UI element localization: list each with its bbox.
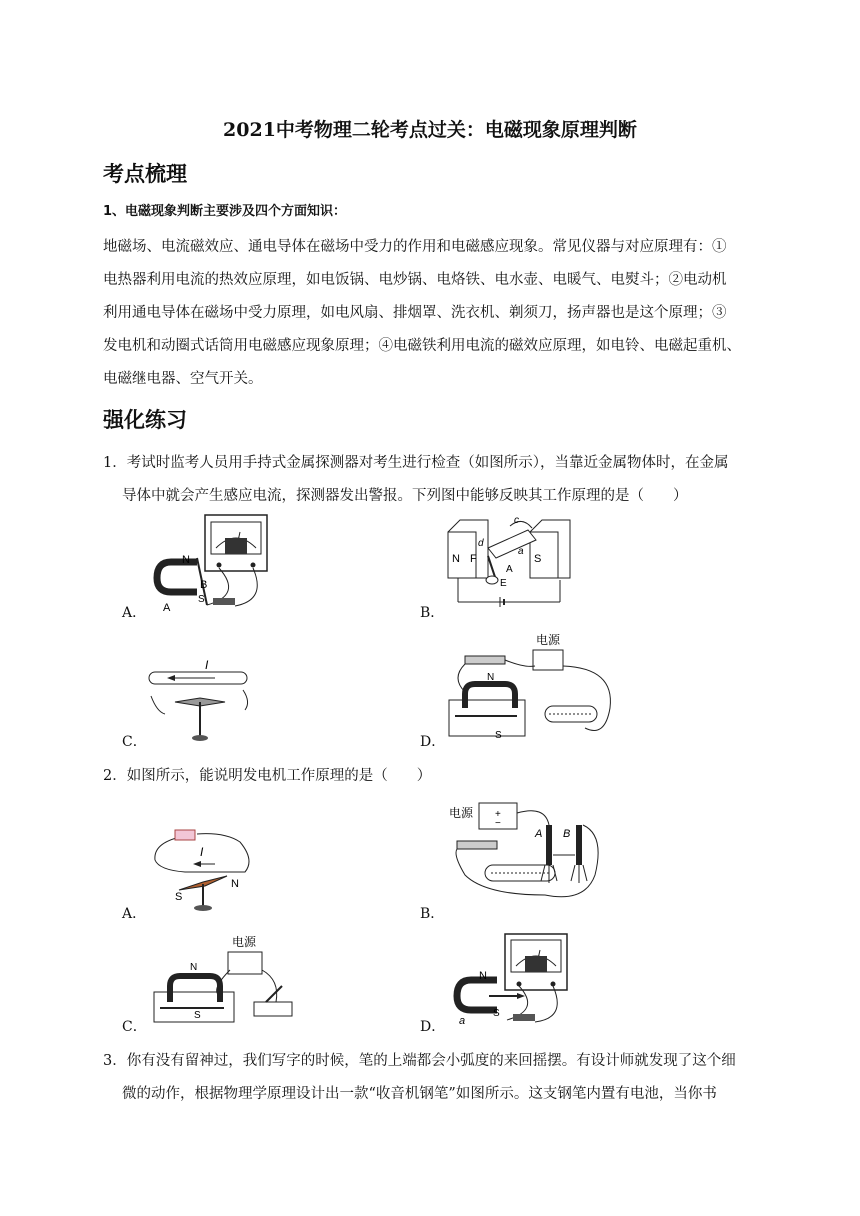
label-n: N	[479, 970, 487, 982]
q1-option-a: A．	[122, 605, 147, 621]
label-s: S	[495, 730, 502, 741]
q2-option-d: D．	[420, 1019, 446, 1035]
q2-figure-a	[145, 820, 265, 915]
label-power: 电源	[232, 935, 257, 949]
label-n: N	[487, 672, 495, 683]
label-n: N	[231, 878, 239, 890]
q1-figure-a	[145, 510, 275, 615]
label-i: I	[205, 658, 209, 672]
page-title: 2021中考物理二轮考点过关：电磁现象原理判断	[223, 119, 637, 141]
q1-option-c: C．	[122, 734, 147, 750]
label-s: S	[534, 553, 542, 565]
label-plus: +	[495, 809, 501, 820]
label-power: 电源	[449, 806, 474, 820]
question-3-line: 微的动作，根据物理学原理设计出一款“收音机钢笔”如图所示。这支钢笔内置有电池，当你书	[122, 1086, 717, 1102]
label-s: S	[194, 1010, 201, 1021]
label-s: S	[198, 594, 205, 605]
label-e: E	[500, 578, 507, 589]
q2-figure-d	[445, 930, 575, 1030]
q1-figure-c	[145, 650, 260, 745]
label-n: N	[190, 962, 198, 973]
label-a-lower: a	[518, 546, 524, 557]
label-a: A	[506, 564, 513, 575]
label-s: S	[175, 891, 183, 903]
q1-figure-d	[445, 628, 620, 743]
q1-option-d: D．	[420, 734, 446, 750]
paragraph-line: 地磁场、电流磁效应、通电导体在磁场中受力的作用和电磁感应现象。常见仪器与对应原理有：①	[103, 239, 727, 255]
q2-figure-b	[445, 795, 620, 905]
label-n: N	[452, 553, 460, 565]
label-power: 电源	[536, 633, 561, 647]
paragraph-line: 利用通电导体在磁场中受力原理，如电风扇、排烟罩、洗衣机、剃须刀，扬声器也是这个原理；③	[103, 305, 727, 321]
paragraph-line: 电磁继电器、空气开关。	[103, 371, 263, 387]
label-i: I	[200, 845, 204, 859]
label-b: B	[563, 828, 571, 840]
q1-figure-b	[440, 510, 575, 610]
question-1-line: 1．考试时监考人员用手持式金属探测器对考生进行检查（如图所示），当靠近金属物体时，在金属	[103, 455, 729, 471]
section-heading-practice: 强化练习	[103, 408, 187, 432]
section-heading-review: 考点梳理	[103, 162, 187, 186]
label-b: B	[200, 579, 208, 591]
subheading-knowledge: 1、电磁现象判断主要涉及四个方面知识：	[103, 204, 347, 219]
question-2-line: 2．如图所示，能说明发电机工作原理的是（ ）	[103, 768, 432, 784]
question-1-line: 导体中就会产生感应电流，探测器发出警报。下列图中能够反映其工作原理的是（ ）	[122, 488, 688, 504]
q2-option-b: B．	[420, 906, 445, 922]
label-d: d	[478, 538, 484, 549]
question-3-line: 3．你有没有留神过，我们写字的时候，笔的上端都会小弧度的来回摇摆。有设计师就发现了这个细	[103, 1053, 736, 1069]
label-n: N	[182, 554, 190, 566]
paragraph-line: 发电机和动圈式话筒用电磁感应现象原理；④电磁铁利用电流的磁效应原理，如电铃、电磁起重机、	[103, 338, 741, 354]
q2-figure-c	[150, 930, 300, 1025]
paragraph-line: 电热器利用电流的热效应原理，如电饭锅、电炒锅、电烙铁、电水壶、电暖气、电熨斗；②电动机	[103, 272, 727, 288]
label-f: F	[470, 553, 477, 565]
q1-option-b: B．	[420, 605, 445, 621]
label-minus: −	[495, 818, 501, 829]
q2-option-c: C．	[122, 1019, 147, 1035]
label-s: S	[493, 1008, 500, 1019]
q2-option-a: A．	[122, 906, 147, 922]
label-a-lower: a	[459, 1015, 466, 1027]
label-a: A	[163, 602, 171, 614]
label-c: c	[514, 515, 519, 526]
label-a: A	[535, 828, 543, 840]
